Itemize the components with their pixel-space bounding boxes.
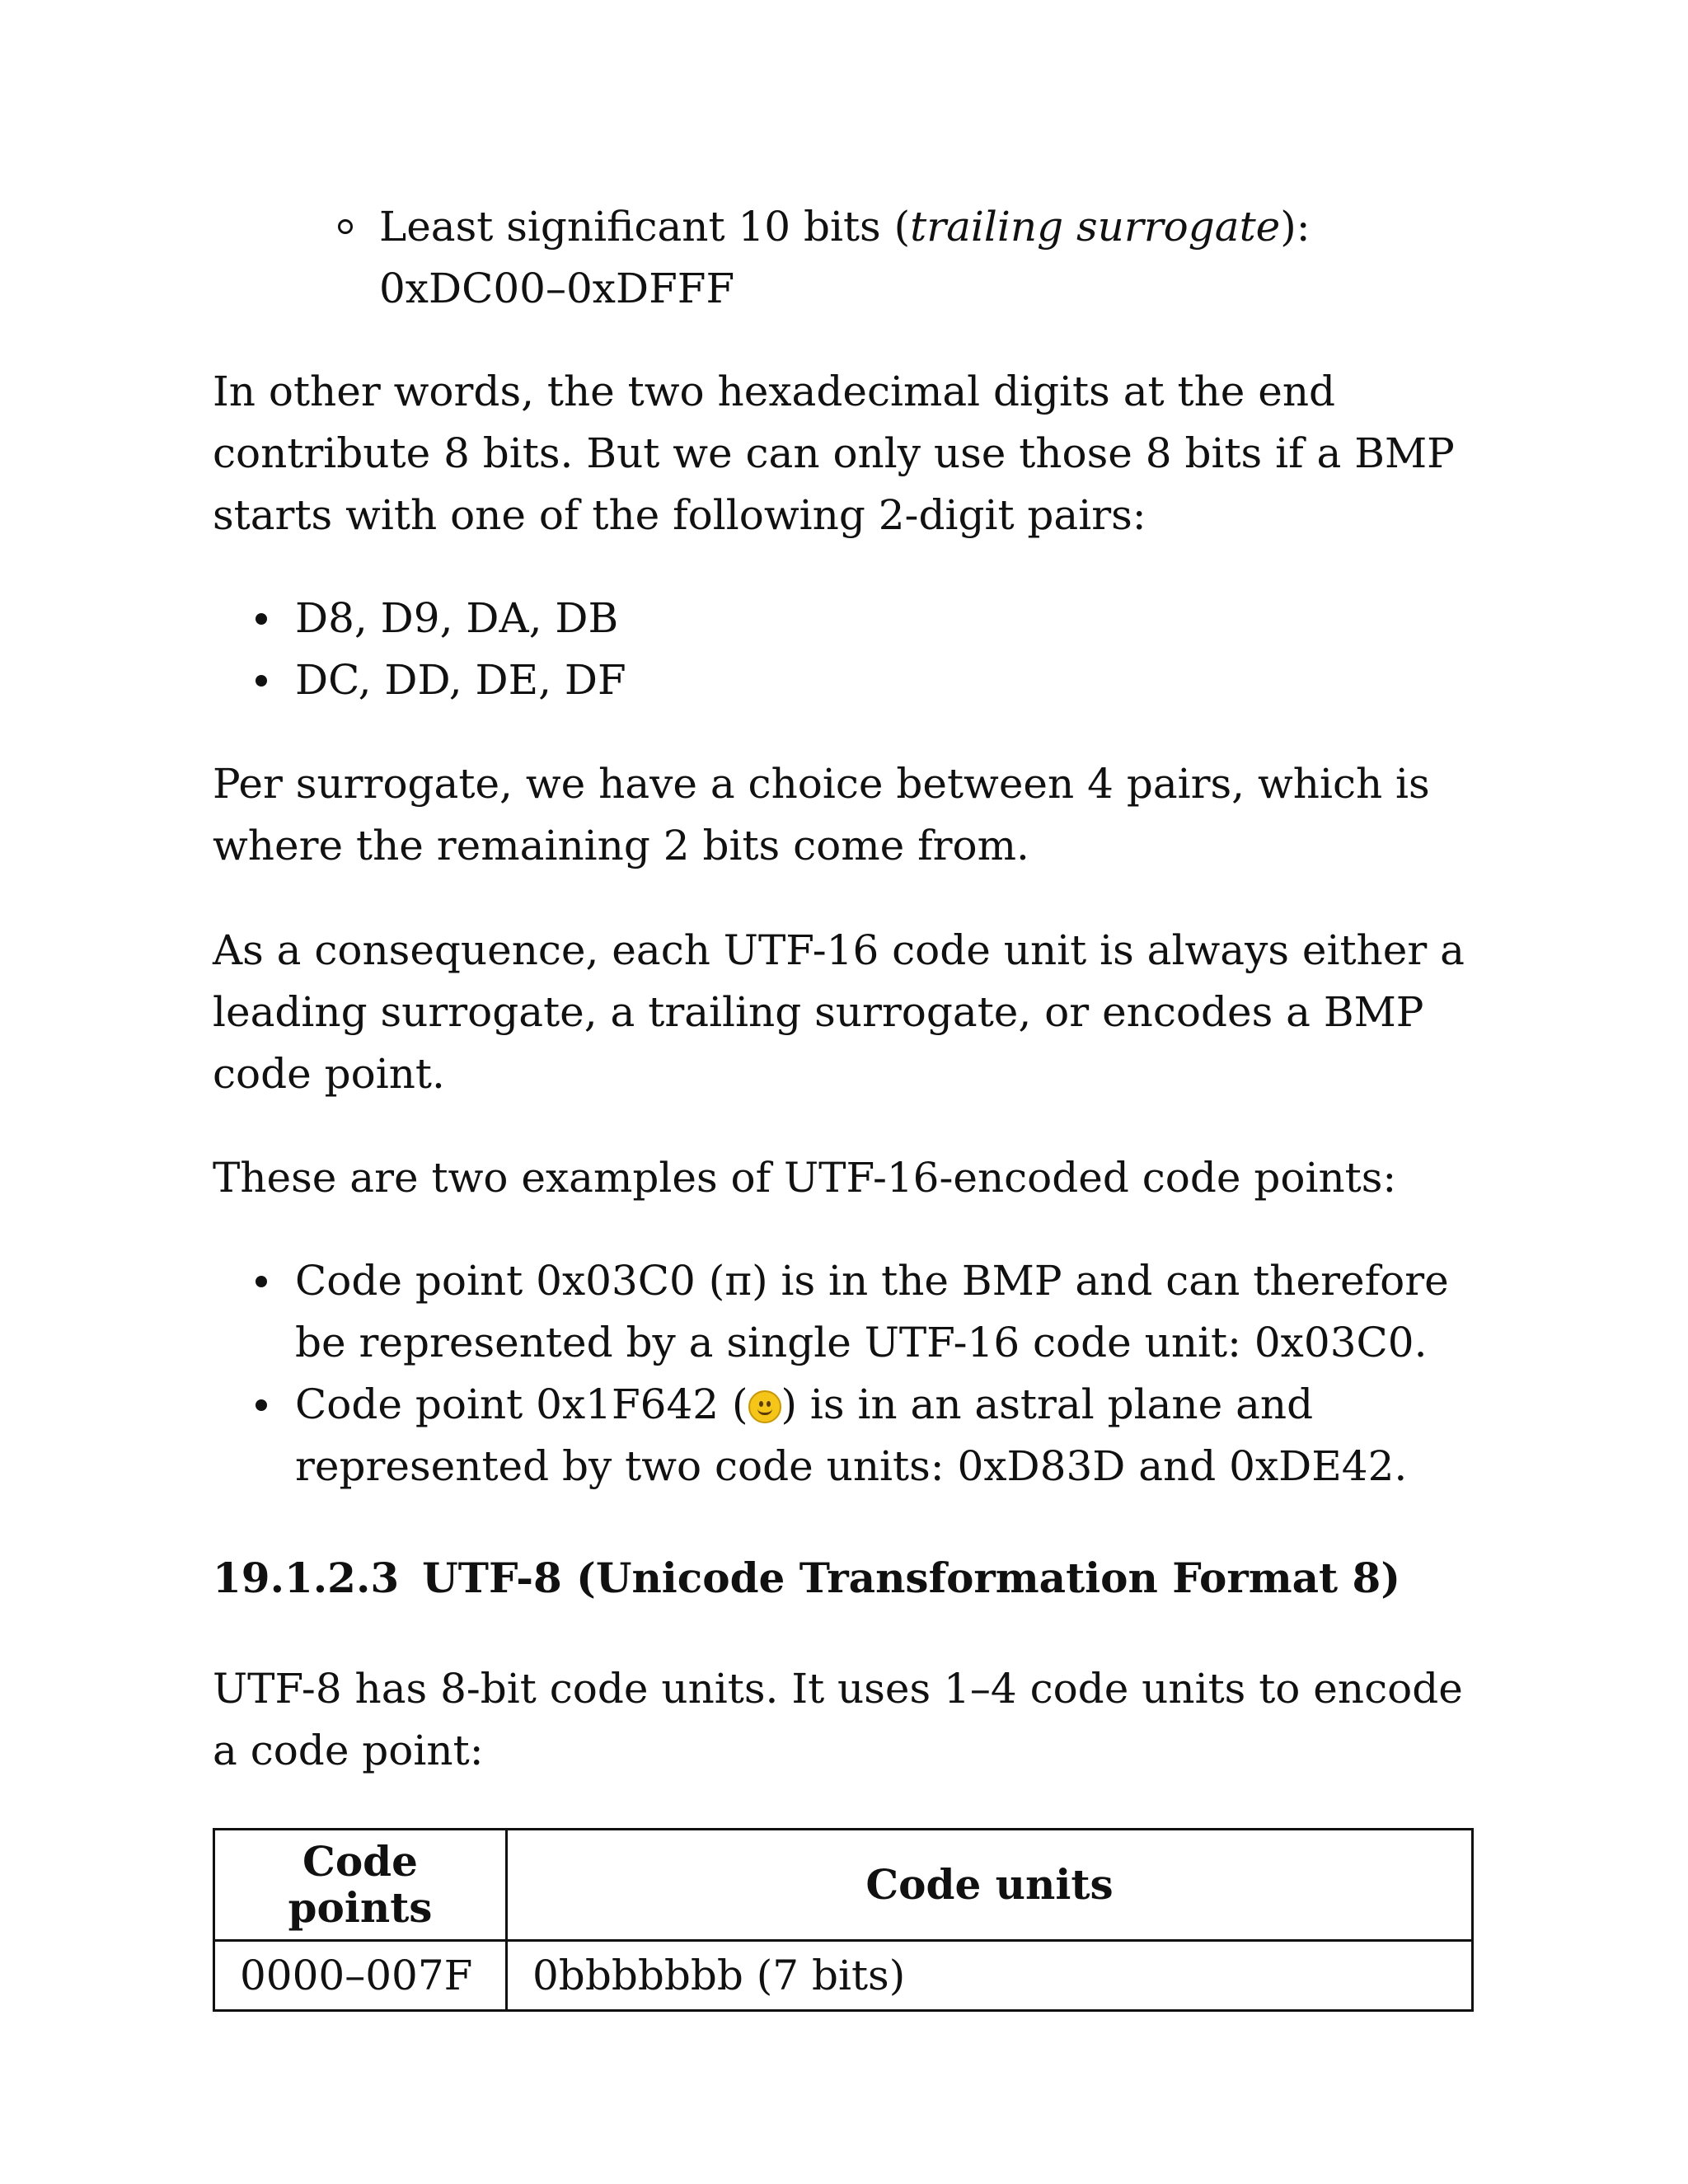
column-header-code-points: Code points [214,1830,507,1941]
table-header-row [214,1830,1473,1941]
table-row [214,1941,1473,2011]
column-header-code-units: Code units [507,1830,1473,1941]
list-item: Code point 0x1F642 ( ) is in an astral plane and represented by two code units: 0xD83D and 0xDE42. [295,1374,1482,1497]
list-item: Least significant 10 bits (trailing surrogate): 0xDC00–0xDFFF [379,196,1482,320]
circle-bullet-icon [338,219,353,234]
pairs-list [213,588,1482,711]
table-cell: 0000–007F [214,1941,507,2011]
sub-bullet-list [213,196,1482,320]
bullet-icon [256,1276,267,1287]
paragraph-consequence: As a consequence, each UTF-16 code unit is always either a leading surrogate, a trailing surrogate, or encodes a BMP code point. [213,926,1465,1098]
paragraph-per-surrogate: Per surrogate, we have a choice between 4 pairs, which is where the remaining 2 bits come from. [213,760,1430,869]
trailing-surrogate-term: trailing surrogate [910,203,1281,251]
examples-list [213,1250,1482,1497]
list-item: Code point 0x03C0 (π) is in the BMP and can therefore be represented by a single UTF-16 code unit: 0x03C0. [295,1250,1482,1374]
bullet-icon [256,1399,267,1411]
section-number: 19.1.2.3 [213,1554,400,1602]
utf8-code-units-table [213,1828,1474,2012]
slightly-smiling-face-icon [748,1390,781,1423]
paragraph-examples-intro: These are two examples of UTF-16-encoded code points: [213,1154,1397,1202]
section-heading [213,1547,1482,1609]
paragraph-utf8-intro: UTF-8 has 8-bit code units. It uses 1–4 code units to encode a code point: [213,1665,1463,1774]
list-item: DC, DD, DE, DF [295,649,1482,711]
bullet-icon [256,613,267,625]
bullet-icon [256,675,267,687]
section-title: UTF-8 (Unicode Transformation Format 8) [422,1554,1400,1602]
table-cell: 0bbbbbbb (7 bits) [507,1941,1473,2011]
document-page [213,196,1482,2012]
paragraph-bits: In other words, the two hexadecimal digits at the end contribute 8 bits. But we can only use those 8 bits if a BMP starts with one of the following 2-digit pairs: [213,368,1455,539]
list-item: D8, D9, DA, DB [295,588,1482,649]
